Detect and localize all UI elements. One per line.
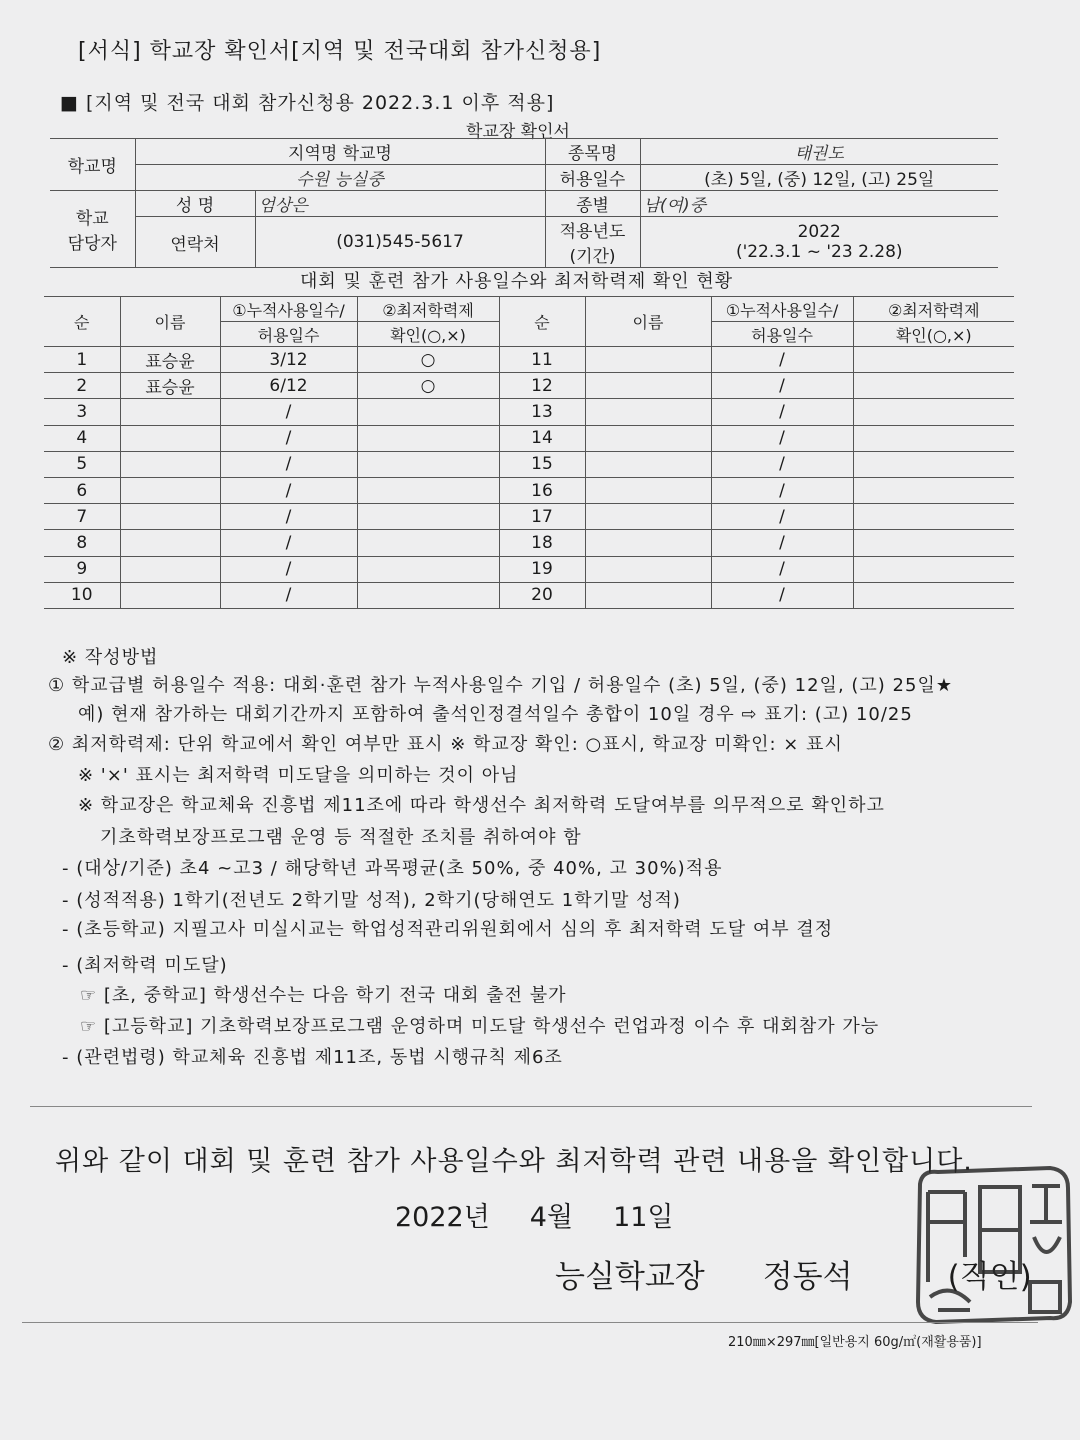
row-no: 6 bbox=[44, 477, 120, 503]
row-no: 8 bbox=[44, 530, 120, 556]
instruction-line: 기초학력보장프로그램 운영 등 적절한 조치를 취하여야 함 bbox=[100, 827, 582, 848]
row-check-2 bbox=[853, 347, 1014, 373]
row-days-2: / bbox=[711, 477, 853, 503]
instruction-line: ※ 학교장은 학교체육 진흥법 제11조에 따라 학생선수 최저학력 도달여부를 의무적으로 확인하고 bbox=[78, 795, 885, 816]
row-check: ○ bbox=[357, 347, 499, 373]
usage-status-table bbox=[44, 296, 1014, 609]
row-days: / bbox=[220, 451, 357, 477]
row-check: ○ bbox=[357, 373, 499, 399]
row-no: 3 bbox=[44, 399, 120, 425]
col-days-sub-2: 허용일수 bbox=[711, 322, 853, 347]
row-check bbox=[357, 477, 499, 503]
row-check-2 bbox=[853, 373, 1014, 399]
row-days-2: / bbox=[711, 347, 853, 373]
row-check-2 bbox=[853, 451, 1014, 477]
row-no-2: 13 bbox=[499, 399, 585, 425]
table-row bbox=[44, 582, 1014, 608]
row-check-2 bbox=[853, 582, 1014, 608]
instruction-line: ① 학교급별 허용일수 적용: 대회·훈련 참가 누적사용일수 기입 / 허용일수 (초) 5일, (중) 12일, (고) 25일★ bbox=[48, 675, 953, 696]
table-row bbox=[44, 399, 1014, 425]
row-no-2: 17 bbox=[499, 504, 585, 530]
date-year: 2022년 bbox=[395, 1202, 490, 1233]
row-name: 표승윤 bbox=[120, 347, 220, 373]
instruction-line: ※ 작성방법 bbox=[62, 647, 159, 668]
status-title: 대회 및 훈련 참가 사용일수와 최저학력제 확인 현황 bbox=[300, 271, 734, 292]
row-days-2: / bbox=[711, 556, 853, 582]
instruction-line: - (초등학교) 지필고사 미실시교는 학업성적관리위원회에서 심의 후 최저학력 도달 여부 결정 bbox=[62, 919, 834, 940]
row-check bbox=[357, 556, 499, 582]
allowed-days-value: (초) 5일, (중) 12일, (고) 25일 bbox=[640, 165, 998, 191]
school-info-table bbox=[50, 138, 998, 268]
principal-name: 정동석 bbox=[762, 1259, 853, 1295]
officer-name-label: 성 명 bbox=[135, 191, 255, 217]
date-day: 11일 bbox=[613, 1202, 674, 1233]
row-name bbox=[120, 477, 220, 503]
row-no: 7 bbox=[44, 504, 120, 530]
row-no: 2 bbox=[44, 373, 120, 399]
school-officer-label: 학교 담당자 bbox=[50, 191, 135, 268]
instruction-line: ☞ [고등학교] 기초학력보장프로그램 운영하며 미도달 학생선수 런업과정 이수 후 대회참가 가능 bbox=[80, 1016, 880, 1037]
row-no: 4 bbox=[44, 425, 120, 451]
officer-name-value: 엄상은 bbox=[255, 191, 545, 217]
row-days: / bbox=[220, 477, 357, 503]
school-name-label: 학교명 bbox=[50, 139, 135, 191]
row-name-2 bbox=[585, 477, 711, 503]
row-no: 1 bbox=[44, 347, 120, 373]
row-days-2: / bbox=[711, 530, 853, 556]
form-subtitle: ■ [지역 및 전국 대회 참가신청용 2022.3.1 이후 적용] bbox=[60, 92, 555, 114]
col-check-2: ②최저학력제 bbox=[853, 297, 1014, 322]
table-row bbox=[44, 556, 1014, 582]
row-name-2 bbox=[585, 373, 711, 399]
col-days-sub: 허용일수 bbox=[220, 322, 357, 347]
row-no-2: 18 bbox=[499, 530, 585, 556]
row-name-2 bbox=[585, 556, 711, 582]
divider-bottom bbox=[22, 1322, 1038, 1323]
row-days: / bbox=[220, 530, 357, 556]
confirmation-statement: 위와 같이 대회 및 훈련 참가 사용일수와 최저학력 관련 내용을 확인합니다. bbox=[55, 1146, 973, 1177]
table-row bbox=[44, 477, 1014, 503]
contact-value: (031)545-5617 bbox=[255, 217, 545, 268]
status-rows bbox=[44, 347, 1014, 609]
row-check bbox=[357, 582, 499, 608]
row-name: 표승윤 bbox=[120, 373, 220, 399]
instruction-line: - (최저학력 미도달) bbox=[62, 955, 228, 976]
row-days: / bbox=[220, 582, 357, 608]
instruction-line: - (대상/기준) 초4 ~고3 / 해당학년 과목평균(초 50%, 중 40%, 고 30%)적용 bbox=[62, 858, 723, 879]
row-no: 10 bbox=[44, 582, 120, 608]
apply-year-label: 적용년도 (기간) bbox=[545, 217, 640, 268]
row-no-2: 16 bbox=[499, 477, 585, 503]
row-name bbox=[120, 530, 220, 556]
row-days-2: / bbox=[711, 373, 853, 399]
row-name bbox=[120, 451, 220, 477]
table-row bbox=[44, 347, 1014, 373]
row-name bbox=[120, 582, 220, 608]
col-check: ②최저학력제 bbox=[357, 297, 499, 322]
divider-top bbox=[30, 1106, 1032, 1107]
row-days: / bbox=[220, 504, 357, 530]
allowed-days-label: 허용일수 bbox=[545, 165, 640, 191]
row-no-2: 19 bbox=[499, 556, 585, 582]
col-check-sub: 확인(○,×) bbox=[357, 322, 499, 347]
row-check bbox=[357, 399, 499, 425]
school-value: 수원 능실중 bbox=[135, 165, 545, 191]
row-check-2 bbox=[853, 399, 1014, 425]
row-check bbox=[357, 425, 499, 451]
row-no-2: 20 bbox=[499, 582, 585, 608]
row-check bbox=[357, 530, 499, 556]
row-check-2 bbox=[853, 556, 1014, 582]
instruction-line: - (관련법령) 학교체육 진흥법 제11조, 동법 시행규칙 제6조 bbox=[62, 1047, 563, 1068]
instruction-line: ☞ [초, 중학교] 학생선수는 다음 학기 전국 대회 출전 불가 bbox=[80, 985, 567, 1006]
row-days: / bbox=[220, 425, 357, 451]
gender-label: 종별 bbox=[545, 191, 640, 217]
gender-value: 남(여)중 bbox=[640, 191, 998, 217]
sport-value: 태권도 bbox=[640, 139, 998, 165]
table-row bbox=[44, 425, 1014, 451]
row-name-2 bbox=[585, 504, 711, 530]
seal-label: (직인) bbox=[947, 1259, 1032, 1295]
instruction-line: 예) 현재 참가하는 대회기간까지 포함하여 출석인정결석일수 총합이 10일 경우 ⇨ 표기: (고) 10/25 bbox=[78, 704, 913, 725]
row-no-2: 14 bbox=[499, 425, 585, 451]
row-check bbox=[357, 504, 499, 530]
document-title: 학교장 확인서 bbox=[466, 122, 570, 142]
region-school-label: 지역명 학교명 bbox=[135, 139, 545, 165]
row-name bbox=[120, 399, 220, 425]
row-check-2 bbox=[853, 530, 1014, 556]
row-days: 3/12 bbox=[220, 347, 357, 373]
table-row bbox=[44, 451, 1014, 477]
sport-label: 종목명 bbox=[545, 139, 640, 165]
row-name bbox=[120, 504, 220, 530]
row-name-2 bbox=[585, 451, 711, 477]
row-no-2: 11 bbox=[499, 347, 585, 373]
row-name-2 bbox=[585, 530, 711, 556]
instruction-line: - (성적적용) 1학기(전년도 2학기말 성적), 2학기(당해연도 1학기말 성적) bbox=[62, 890, 681, 911]
row-check bbox=[357, 451, 499, 477]
row-no: 9 bbox=[44, 556, 120, 582]
principal-title: 능실학교장 bbox=[555, 1259, 705, 1295]
col-name: 이름 bbox=[120, 297, 220, 347]
table-row bbox=[44, 504, 1014, 530]
row-days-2: / bbox=[711, 399, 853, 425]
row-days-2: / bbox=[711, 582, 853, 608]
instruction-line: ※ '×' 표시는 최저학력 미도달을 의미하는 것이 아님 bbox=[78, 765, 519, 786]
row-name bbox=[120, 425, 220, 451]
row-check-2 bbox=[853, 477, 1014, 503]
col-days-2: ①누적사용일수/ bbox=[711, 297, 853, 322]
col-no: 순 bbox=[44, 297, 120, 347]
row-days-2: / bbox=[711, 425, 853, 451]
form-title: [서식] 학교장 확인서[지역 및 전국대회 참가신청용] bbox=[78, 39, 602, 64]
row-check-2 bbox=[853, 425, 1014, 451]
row-days: 6/12 bbox=[220, 373, 357, 399]
row-days: / bbox=[220, 556, 357, 582]
apply-year-value: 2022 ('22.3.1 ~ '23 2.28) bbox=[640, 217, 998, 268]
row-name-2 bbox=[585, 399, 711, 425]
col-no-2: 순 bbox=[499, 297, 585, 347]
instruction-line: ② 최저학력제: 단위 학교에서 확인 여부만 표시 ※ 학교장 확인: ○표시, 학교장 미확인: × 표시 bbox=[48, 734, 843, 755]
table-row bbox=[44, 373, 1014, 399]
row-name-2 bbox=[585, 425, 711, 451]
row-no-2: 15 bbox=[499, 451, 585, 477]
row-no: 5 bbox=[44, 451, 120, 477]
row-name bbox=[120, 556, 220, 582]
row-check-2 bbox=[853, 504, 1014, 530]
row-no-2: 12 bbox=[499, 373, 585, 399]
col-check-sub-2: 확인(○,×) bbox=[853, 322, 1014, 347]
table-row bbox=[44, 530, 1014, 556]
date-month: 4월 bbox=[529, 1202, 574, 1233]
paper-spec: 210㎜×297㎜[일반용지 60g/㎡(재활용품)] bbox=[728, 1335, 982, 1350]
official-seal-stamp bbox=[910, 1162, 1075, 1327]
contact-label: 연락처 bbox=[135, 217, 255, 268]
row-days-2: / bbox=[711, 451, 853, 477]
col-name-2: 이름 bbox=[585, 297, 711, 347]
issue-date bbox=[395, 1195, 674, 1234]
row-days-2: / bbox=[711, 504, 853, 530]
row-name-2 bbox=[585, 582, 711, 608]
row-name-2 bbox=[585, 347, 711, 373]
col-days: ①누적사용일수/ bbox=[220, 297, 357, 322]
row-days: / bbox=[220, 399, 357, 425]
